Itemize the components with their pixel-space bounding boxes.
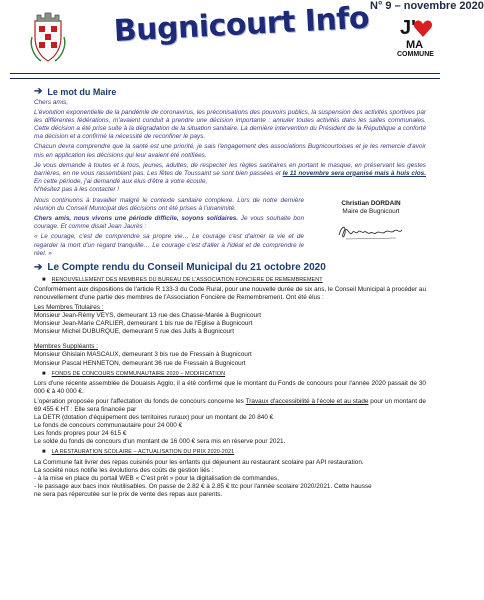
section-title-text: Le mot du Maire xyxy=(47,87,117,97)
list-label: Les Membres Titulaires : xyxy=(34,303,104,311)
paragraph: Lors d'une récente assemblée de Douaisis Agglo, il a été confirmé que le montant du Fonds de concours pour l'année 2020 passait de 30 000 € à 40 000 €. xyxy=(34,379,426,395)
text-run: Je vous souhaite bon courage. Et comme disait Jean Jaurès : xyxy=(34,215,304,231)
newsletter-header xyxy=(0,0,484,82)
list-item: Les fonds propres pour 24 615 € xyxy=(34,430,127,438)
text-run: Je vous demande à toutes et à tous, jeunes, adultes, de respecter les règles sanitaires en portant le masque, en préservant les gestes barrières, en ne vous rassemblant pas. Les fêtes de Toussaint se sont bien passées et xyxy=(34,161,426,177)
list-item: Monsieur Jean-Marie CARLIER, demeurant 1 bis rue de l'Eglise à Bugnicourt xyxy=(34,320,253,328)
town-crest-icon xyxy=(27,7,69,65)
subsection-title: RENOUVELLEMENT DES MEMBRES DU BUREAU DE L'ASSOCIATION FONCIERE DE REMEMBREMENT xyxy=(51,276,323,283)
list-item: Monsieur Ghislain MASCAUX, demeurant 3 bis rue de Fressain à Bugnicourt xyxy=(34,351,252,359)
paragraph: Conformément aux dispositions de l'article R 133-3 du Code Rural, pour une nouvelle durée de six ans, le Conseil Municipal à procéder au renouvellement d'une partie des membres de l'Association Foncière de Remembrement. Ont été élus : xyxy=(34,285,426,301)
logo-commune: COMMUNE xyxy=(397,51,434,58)
paragraph: Nous continuons à travailler malgré le contexte sanitaire complexe. Lors de notre dernière réunion du Conseil Municipal des décisions ont été prises à l'unanimité. xyxy=(34,197,304,213)
subsection-title: LA RESTAURATION SCOLAIRE – ACTUALISATION DU PRIX 2020-2021 xyxy=(51,449,235,456)
list-item: - le passage aux bacs inox réutilisables. On passe de 2.82 € à 2.85 € ttc pour l'année scolaire 2020/2021. Cette hausse xyxy=(34,482,372,490)
arrow-right-icon: ➔ xyxy=(34,261,43,273)
quote: « Le courage, c'est de comprendre sa propre vie… Le courage c'est d'aimer la vie et de regarder la mort d'un regard tranquille… Le courage c'est d'aller à l'idéal et de comprendre le réel. » xyxy=(34,233,304,257)
heart-icon xyxy=(413,19,433,39)
text-run: En cette période, j'ai demandé aux élus d'être à votre écoute, xyxy=(34,177,208,185)
text-run: L'opération proposée pour l'affectation du fonds de concours concerne les xyxy=(34,397,246,405)
signer-name: Christian DORDAIN xyxy=(341,200,401,208)
list-item: Monsieur Pascal HENNETON, demeurant 36 rue de Fressain à Bugnicourt xyxy=(34,359,246,367)
list-item: Monsieur Jean-Rémy VEYS, demeurant 13 rue des Chasse-Marée à Bugnicourt xyxy=(34,312,261,320)
list-item: La Commune fait livrer des repas cuisinés pour les enfants qui déjeunent au restaurant scolaire par API restauration. xyxy=(34,458,364,466)
highlight-text: le 11 novembre sera organisé mais à huis clos. xyxy=(282,169,426,177)
bullet-icon: ■ xyxy=(42,370,46,377)
paragraph xyxy=(34,162,426,194)
subsection-heading xyxy=(42,448,426,456)
mayor-message-block xyxy=(34,196,426,260)
logo-j: J' xyxy=(400,17,416,39)
section-title-text: Le Compte rendu du Conseil Municipal du 21 octobre 2020 xyxy=(47,261,326,273)
list-item: La DETR (dotation d'équipement des territoires ruraux) pour un montant de 20 840 € xyxy=(34,414,274,422)
header-divider xyxy=(10,73,440,79)
list-item: La société nous notifie les évolutions des coûts de gestion liés : xyxy=(34,466,214,474)
newsletter-content xyxy=(34,84,426,499)
mayor-message-text xyxy=(34,196,304,260)
text-run: N'hésitez pas à les contacter ! xyxy=(34,185,120,193)
section-title-compte-rendu xyxy=(34,262,426,274)
mayor-signature-block xyxy=(316,196,426,260)
list-item: Monsieur Michel DUBURQUE, demeurant 5 rue des Juifs à Bugnicourt xyxy=(34,328,234,336)
newsletter-title: Bugnicourt Info xyxy=(113,0,370,49)
text-run: pour un montant de 69 455 € HT : Elle sera financée par xyxy=(34,397,426,413)
subsection-heading xyxy=(42,370,426,378)
subsection-heading xyxy=(42,276,426,284)
section-title-mot-du-maire xyxy=(34,86,426,98)
list-item: Le fonds de concours communautaire pour 24 000 € xyxy=(34,422,183,430)
arrow-right-icon: ➔ xyxy=(34,86,43,97)
signature-image xyxy=(336,221,406,243)
underlined-text: Travaux d'accessibilité à l'école et au stade xyxy=(245,397,369,405)
paragraph: L'évolution exponentielle de la pandémie de coronavirus, les préconisations des pouvoirs publics, la suspension des activités sportives par les différentes fédérations, m'avaient conduit à prendre une décision importante : annuler toutes activités dans les salles communales. Cette décision a été prise suite à la dégradation de la situation sanitaire. La dernière intervention du Président de la République a conforté ma décision et a confirmé la nécessité de reconfiner le pays. xyxy=(34,109,426,141)
signer-role: Maire de Bugnicourt xyxy=(342,208,400,216)
list-item: ne sera pas répercutée sur le prix de vente des repas aux parents. xyxy=(34,490,223,498)
title-block xyxy=(95,0,484,82)
bullet-icon: ■ xyxy=(42,449,46,456)
list-label: Membres Suppléants : xyxy=(34,343,98,351)
edition-label: N° 9 – novembre 2020 xyxy=(370,0,484,12)
subsection-title: FONDS DE CONCOURS COMMUNAUTAIRE 2020 – MODIFICATION xyxy=(51,370,226,377)
list-item: - à la mise en place du portail WEB « C'est prêt » pour la digitalisation de commandes, xyxy=(34,474,279,482)
greeting: Chers amis, xyxy=(34,99,69,106)
paragraph xyxy=(34,398,426,414)
list-item: Le solde du fonds de concours d'un montant de 16 000 € sera mis en réserve pour 2021. xyxy=(34,438,286,446)
bullet-icon: ■ xyxy=(42,276,46,283)
bold-text: Chers amis, nous vivons une période difficile, soyons solidaires. xyxy=(34,215,239,223)
paragraph xyxy=(34,215,304,231)
paragraph: Chacun devra comprendre que la santé est une priorité, je sais l'engagement des associations Bugnicourtoises et je les remercie d'avoir mis en application les décisions qui leur avaient été notifiées. xyxy=(34,143,426,159)
logo-ma: MA xyxy=(406,39,424,51)
j-aime-ma-commune-logo xyxy=(395,17,455,61)
